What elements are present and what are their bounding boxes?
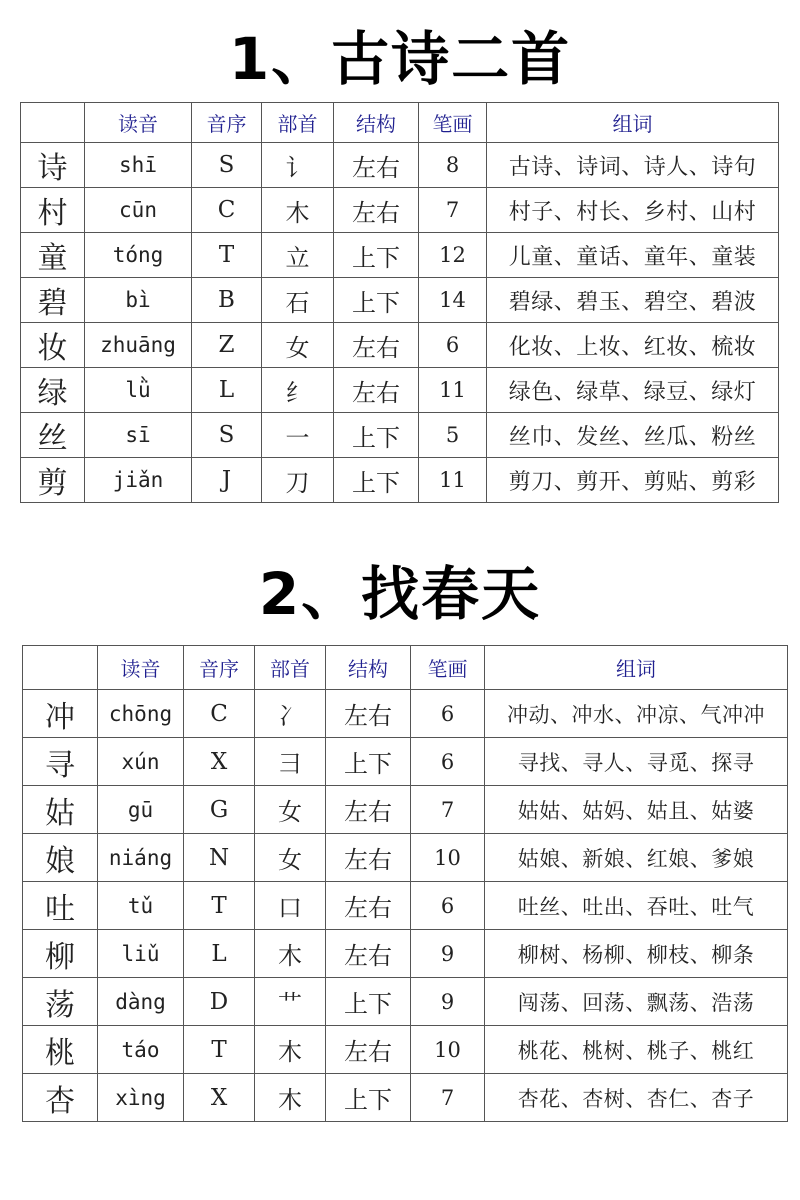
- table-row: [21, 413, 779, 458]
- character-cell: 剪: [21, 458, 85, 503]
- table-row: [21, 368, 779, 413]
- table-row: [21, 458, 779, 503]
- initial-letter-cell: D: [184, 978, 255, 1026]
- structure-cell: 左右: [334, 368, 419, 413]
- table-row: [21, 323, 779, 368]
- table-row: [21, 233, 779, 278]
- stroke-count-cell: 6: [419, 323, 487, 368]
- stroke-count-cell: 9: [411, 978, 485, 1026]
- pinyin-cell: chōng: [98, 690, 184, 738]
- word-group-cell: 村子、村长、乡村、山村: [487, 188, 779, 233]
- header-initial: 音序: [184, 646, 255, 690]
- structure-cell: 左右: [326, 786, 411, 834]
- word-group-cell: 姑娘、新娘、红娘、爹娘: [485, 834, 788, 882]
- initial-letter-cell: X: [184, 738, 255, 786]
- structure-cell: 左右: [334, 323, 419, 368]
- table-row: [23, 882, 788, 930]
- header-structure: 结构: [334, 103, 419, 143]
- radical-cell: 一: [262, 413, 334, 458]
- word-group-cell: 寻找、寻人、寻觅、探寻: [485, 738, 788, 786]
- character-cell: 妆: [21, 323, 85, 368]
- character-cell: 寻: [23, 738, 98, 786]
- stroke-count-cell: 9: [411, 930, 485, 978]
- structure-cell: 左右: [334, 143, 419, 188]
- table-row: [23, 834, 788, 882]
- structure-cell: 左右: [326, 690, 411, 738]
- stroke-count-cell: 5: [419, 413, 487, 458]
- table-header-row: [21, 103, 779, 143]
- initial-letter-cell: C: [192, 188, 262, 233]
- character-cell: 童: [21, 233, 85, 278]
- stroke-count-cell: 7: [411, 1074, 485, 1122]
- word-group-cell: 儿童、童话、童年、童装: [487, 233, 779, 278]
- initial-letter-cell: G: [184, 786, 255, 834]
- header-initial: 音序: [192, 103, 262, 143]
- pinyin-cell: zhuāng: [85, 323, 192, 368]
- pinyin-cell: sī: [85, 413, 192, 458]
- structure-cell: 上下: [334, 413, 419, 458]
- table-row: [21, 188, 779, 233]
- structure-cell: 上下: [326, 1074, 411, 1122]
- structure-cell: 左右: [326, 1026, 411, 1074]
- header-structure: 结构: [326, 646, 411, 690]
- header-pronunciation: 读音: [85, 103, 192, 143]
- table-row: [21, 143, 779, 188]
- structure-cell: 上下: [334, 458, 419, 503]
- radical-cell: 女: [255, 786, 326, 834]
- stroke-count-cell: 7: [411, 786, 485, 834]
- initial-letter-cell: S: [192, 413, 262, 458]
- character-cell: 杏: [23, 1074, 98, 1122]
- word-group-cell: 姑姑、姑妈、姑且、姑婆: [485, 786, 788, 834]
- table-row: [21, 278, 779, 323]
- word-group-cell: 绿色、绿草、绿豆、绿灯: [487, 368, 779, 413]
- word-group-cell: 碧绿、碧玉、碧空、碧波: [487, 278, 779, 323]
- radical-cell: 刀: [262, 458, 334, 503]
- pinyin-cell: bì: [85, 278, 192, 323]
- stroke-count-cell: 6: [411, 738, 485, 786]
- section-title-1: 1、古诗二首: [228, 25, 572, 93]
- stroke-count-cell: 11: [419, 458, 487, 503]
- character-cell: 绿: [21, 368, 85, 413]
- initial-letter-cell: X: [184, 1074, 255, 1122]
- header-pronunciation: 读音: [98, 646, 184, 690]
- pinyin-cell: shī: [85, 143, 192, 188]
- table-row: [23, 1026, 788, 1074]
- character-cell: 丝: [21, 413, 85, 458]
- radical-cell: 口: [255, 882, 326, 930]
- vocab-table-1: [20, 102, 779, 503]
- pinyin-cell: lǜ: [85, 368, 192, 413]
- stroke-count-cell: 6: [411, 882, 485, 930]
- radical-cell: 讠: [262, 143, 334, 188]
- radical-cell: 艹: [255, 978, 326, 1026]
- table-row: [23, 786, 788, 834]
- stroke-count-cell: 10: [411, 834, 485, 882]
- initial-letter-cell: S: [192, 143, 262, 188]
- header-radical: 部首: [255, 646, 326, 690]
- initial-letter-cell: Z: [192, 323, 262, 368]
- structure-cell: 上下: [334, 278, 419, 323]
- structure-cell: 左右: [334, 188, 419, 233]
- initial-letter-cell: T: [184, 882, 255, 930]
- character-cell: 诗: [21, 143, 85, 188]
- structure-cell: 左右: [326, 882, 411, 930]
- radical-cell: 立: [262, 233, 334, 278]
- word-group-cell: 桃花、桃树、桃子、桃红: [485, 1026, 788, 1074]
- word-group-cell: 杏花、杏树、杏仁、杏子: [485, 1074, 788, 1122]
- radical-cell: 纟: [262, 368, 334, 413]
- stroke-count-cell: 14: [419, 278, 487, 323]
- character-cell: 冲: [23, 690, 98, 738]
- word-group-cell: 冲动、冲水、冲凉、气冲冲: [485, 690, 788, 738]
- table-row: [23, 1074, 788, 1122]
- structure-cell: 上下: [326, 738, 411, 786]
- stroke-count-cell: 12: [419, 233, 487, 278]
- character-cell: 碧: [21, 278, 85, 323]
- pinyin-cell: dàng: [98, 978, 184, 1026]
- structure-cell: 上下: [334, 233, 419, 278]
- table-row: [23, 738, 788, 786]
- stroke-count-cell: 11: [419, 368, 487, 413]
- table-row: [23, 978, 788, 1026]
- structure-cell: 左右: [326, 834, 411, 882]
- initial-letter-cell: N: [184, 834, 255, 882]
- pinyin-cell: niáng: [98, 834, 184, 882]
- initial-letter-cell: B: [192, 278, 262, 323]
- character-cell: 娘: [23, 834, 98, 882]
- pinyin-cell: tǔ: [98, 882, 184, 930]
- radical-cell: 木: [255, 930, 326, 978]
- pinyin-cell: gū: [98, 786, 184, 834]
- radical-cell: 女: [255, 834, 326, 882]
- stroke-count-cell: 10: [411, 1026, 485, 1074]
- pinyin-cell: táo: [98, 1026, 184, 1074]
- initial-letter-cell: J: [192, 458, 262, 503]
- radical-cell: 石: [262, 278, 334, 323]
- character-cell: 柳: [23, 930, 98, 978]
- word-group-cell: 古诗、诗词、诗人、诗句: [487, 143, 779, 188]
- character-cell: 桃: [23, 1026, 98, 1074]
- pinyin-cell: liǔ: [98, 930, 184, 978]
- word-group-cell: 剪刀、剪开、剪贴、剪彩: [487, 458, 779, 503]
- header-words: 组词: [487, 103, 779, 143]
- word-group-cell: 化妆、上妆、红妆、梳妆: [487, 323, 779, 368]
- header-blank: [21, 103, 85, 143]
- pinyin-cell: cūn: [85, 188, 192, 233]
- header-strokes: 笔画: [411, 646, 485, 690]
- radical-cell: 木: [255, 1074, 326, 1122]
- initial-letter-cell: T: [184, 1026, 255, 1074]
- table-row: [23, 690, 788, 738]
- radical-cell: 女: [262, 323, 334, 368]
- header-words: 组词: [485, 646, 788, 690]
- word-group-cell: 吐丝、吐出、吞吐、吐气: [485, 882, 788, 930]
- table-header-row: [23, 646, 788, 690]
- initial-letter-cell: T: [192, 233, 262, 278]
- section-title-2: 2、找春天: [258, 560, 542, 628]
- stroke-count-cell: 6: [411, 690, 485, 738]
- word-group-cell: 柳树、杨柳、柳枝、柳条: [485, 930, 788, 978]
- pinyin-cell: xún: [98, 738, 184, 786]
- header-blank: [23, 646, 98, 690]
- character-cell: 荡: [23, 978, 98, 1026]
- initial-letter-cell: L: [184, 930, 255, 978]
- radical-cell: 彐: [255, 738, 326, 786]
- header-radical: 部首: [262, 103, 334, 143]
- initial-letter-cell: C: [184, 690, 255, 738]
- table-row: [23, 930, 788, 978]
- stroke-count-cell: 8: [419, 143, 487, 188]
- word-group-cell: 闯荡、回荡、飘荡、浩荡: [485, 978, 788, 1026]
- structure-cell: 上下: [326, 978, 411, 1026]
- radical-cell: 冫: [255, 690, 326, 738]
- character-cell: 姑: [23, 786, 98, 834]
- word-group-cell: 丝巾、发丝、丝瓜、粉丝: [487, 413, 779, 458]
- character-cell: 村: [21, 188, 85, 233]
- pinyin-cell: tóng: [85, 233, 192, 278]
- pinyin-cell: jiǎn: [85, 458, 192, 503]
- stroke-count-cell: 7: [419, 188, 487, 233]
- radical-cell: 木: [255, 1026, 326, 1074]
- radical-cell: 木: [262, 188, 334, 233]
- vocab-table-2: [22, 645, 788, 1122]
- header-strokes: 笔画: [419, 103, 487, 143]
- pinyin-cell: xìng: [98, 1074, 184, 1122]
- initial-letter-cell: L: [192, 368, 262, 413]
- structure-cell: 左右: [326, 930, 411, 978]
- character-cell: 吐: [23, 882, 98, 930]
